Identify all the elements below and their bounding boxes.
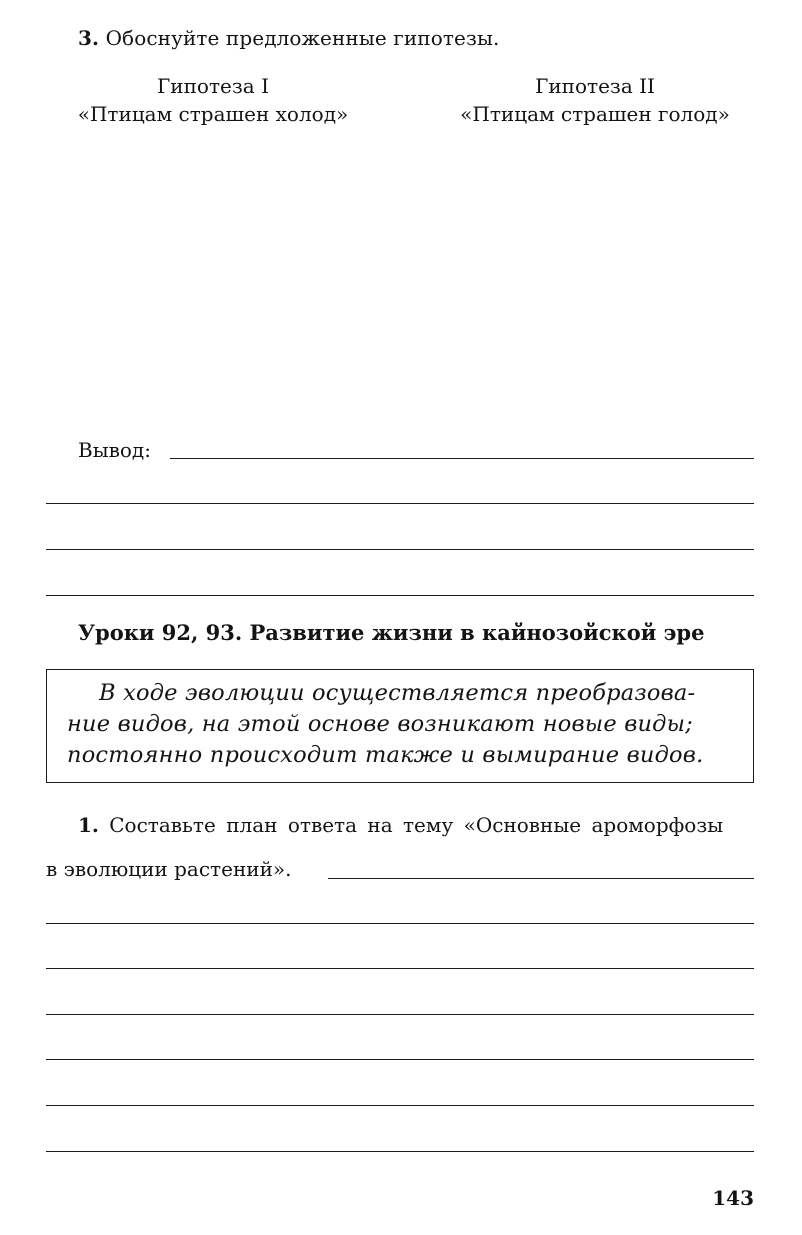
plan-answer-line-7[interactable] bbox=[46, 1151, 754, 1152]
key-idea-line-1: В ходе эволюции осуществляется преобразова- bbox=[99, 680, 696, 706]
hypothesis-2 bbox=[430, 72, 760, 128]
conclusion-answer-line-4[interactable] bbox=[46, 595, 754, 596]
plan-answer-line-5[interactable] bbox=[46, 1059, 754, 1060]
task-3-text: Обоснуйте предложенные гипотезы. bbox=[105, 26, 500, 50]
task-1-number: 1. bbox=[78, 813, 99, 837]
task-1-text-line-1 bbox=[78, 813, 723, 837]
plan-answer-line-6[interactable] bbox=[46, 1105, 754, 1106]
plan-answer-line-3[interactable] bbox=[46, 968, 754, 969]
plan-answer-line-2[interactable] bbox=[46, 923, 754, 924]
conclusion-answer-line-3[interactable] bbox=[46, 549, 754, 550]
plan-answer-line-4[interactable] bbox=[46, 1014, 754, 1015]
task-1-text-line-2: в эволюции растений». bbox=[46, 857, 292, 881]
conclusion-answer-line-1[interactable] bbox=[170, 458, 754, 459]
key-idea-box bbox=[46, 669, 754, 783]
hypothesis-2-title: Гипотеза II bbox=[535, 74, 655, 98]
hypothesis-1-title: Гипотеза I bbox=[157, 74, 269, 98]
hypothesis-2-subtitle: «Птицам страшен голод» bbox=[460, 102, 730, 126]
conclusion-label: Вывод: bbox=[78, 438, 151, 462]
key-idea-line-2: ние видов, на этой основе возникают новые виды; bbox=[67, 711, 693, 737]
plan-answer-line-1[interactable] bbox=[328, 878, 754, 879]
conclusion-answer-line-2[interactable] bbox=[46, 503, 754, 504]
task-3-number: 3. bbox=[78, 26, 100, 50]
key-idea-line-3: постоянно происходит также и вымирание видов. bbox=[67, 742, 704, 768]
lesson-title: Уроки 92, 93. Развитие жизни в кайнозойской эре bbox=[78, 620, 705, 645]
task-1-text: Составьте план ответа на тему «Основные ароморфозы bbox=[109, 813, 724, 837]
hypothesis-1-subtitle: «Птицам страшен холод» bbox=[77, 102, 349, 126]
task-3-heading bbox=[78, 26, 499, 50]
hypothesis-1 bbox=[48, 72, 378, 128]
page-number: 143 bbox=[712, 1186, 754, 1210]
